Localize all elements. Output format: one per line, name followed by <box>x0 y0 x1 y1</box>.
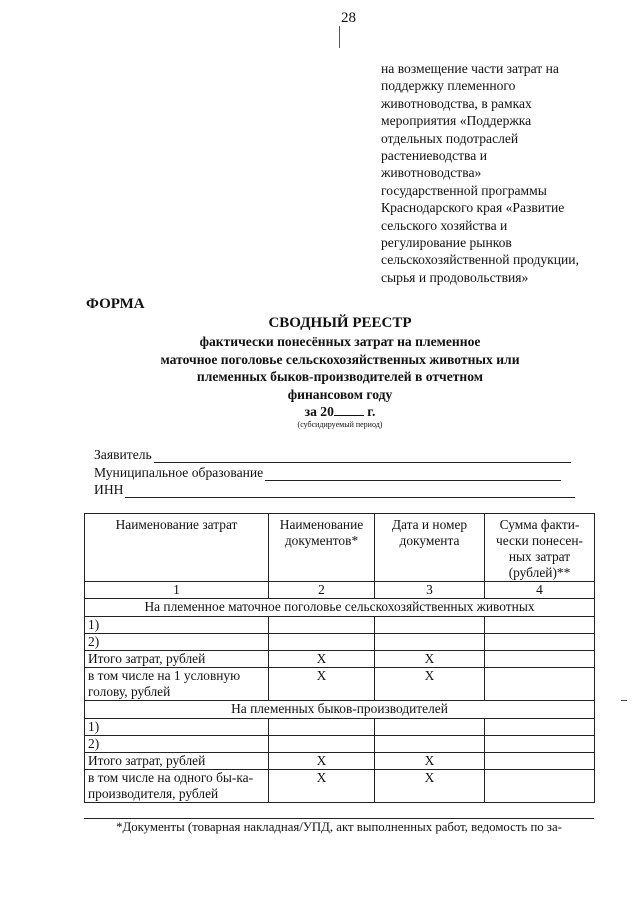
table-cell[interactable] <box>485 719 595 736</box>
table-cell[interactable] <box>269 736 375 753</box>
appendix-line: Краснодарского края «Развитие <box>381 200 565 216</box>
table-cell[interactable] <box>375 736 485 753</box>
period-hint: (субсидируемый период) <box>297 420 383 429</box>
applicant-input-line[interactable] <box>154 449 571 463</box>
row-label: 1) <box>85 617 269 634</box>
x-mark: Х <box>269 651 375 668</box>
applicant-label: Заявитель <box>94 447 152 462</box>
row-label-per-bull: в том числе на одного бы-ка-производителя, рублей <box>85 770 269 803</box>
fold-mark <box>339 26 340 48</box>
table-row <box>85 719 595 736</box>
x-mark: Х <box>375 753 485 770</box>
row-label: 2) <box>85 634 269 651</box>
x-mark: Х <box>269 753 375 770</box>
form-label: ФОРМА <box>86 296 145 312</box>
title-line: племенных быков-производителей в отчетном <box>196 369 484 384</box>
header-documents: Наименование документов* <box>269 514 375 582</box>
table-row <box>85 617 595 634</box>
appendix-line: регулирование рынков <box>381 235 512 251</box>
table-cell[interactable] <box>485 617 595 634</box>
table-cell[interactable] <box>485 736 595 753</box>
table-cell[interactable] <box>375 634 485 651</box>
appendix-line: мероприятия «Поддержка <box>381 113 532 129</box>
period-prefix: за 20 <box>304 404 334 419</box>
municipality-input-line[interactable] <box>265 467 561 481</box>
registry-table <box>84 513 595 803</box>
table-row <box>85 651 595 668</box>
x-mark: Х <box>375 770 485 803</box>
inn-field <box>94 482 575 498</box>
table-cell[interactable] <box>485 634 595 651</box>
table-cell[interactable] <box>269 634 375 651</box>
margin-mark <box>621 700 627 701</box>
table-cell[interactable] <box>269 719 375 736</box>
header-cost-name: Наименование затрат <box>85 514 269 582</box>
row-label: 2) <box>85 736 269 753</box>
column-number: 3 <box>375 582 485 599</box>
footnote: *Документы (товарная накладная/УПД, акт выполненных работ, ведомость по за- <box>84 818 594 835</box>
section-title-bulls: На племенных быков-производителей <box>85 701 595 719</box>
table-cell[interactable] <box>485 770 595 803</box>
appendix-line: растениеводства и <box>381 148 487 164</box>
row-label-per-head: в том числе на 1 условную голову, рублей <box>85 668 269 701</box>
section-row <box>85 701 595 719</box>
inn-label: ИНН <box>94 482 124 497</box>
section-row <box>85 599 595 617</box>
table-header-row <box>85 514 595 582</box>
period-suffix: г. <box>363 404 376 419</box>
appendix-line: государственной программы <box>381 182 547 198</box>
table-cell[interactable] <box>485 753 595 770</box>
x-mark: Х <box>269 668 375 701</box>
table-cell[interactable] <box>375 719 485 736</box>
appendix-line: сельского хозяйства и <box>381 217 508 233</box>
row-label-total: Итого затрат, рублей <box>85 753 269 770</box>
table-row <box>85 770 595 803</box>
column-number: 2 <box>269 582 375 599</box>
municipality-label: Муниципальное образование <box>94 465 264 480</box>
document-title-block <box>100 314 580 430</box>
appendix-reference <box>381 60 621 286</box>
column-number: 4 <box>485 582 595 599</box>
page-number: 28 <box>341 10 356 26</box>
period-line <box>100 403 580 420</box>
column-number-row <box>85 582 595 599</box>
appendix-line: животноводства» <box>381 165 482 181</box>
document-title: СВОДНЫЙ РЕЕСТР <box>268 315 412 331</box>
table-cell[interactable] <box>485 668 595 701</box>
appendix-line: животноводства, в рамках <box>381 95 532 111</box>
table-row <box>85 668 595 701</box>
period-year-blank[interactable] <box>334 403 364 416</box>
row-label-total: Итого затрат, рублей <box>85 651 269 668</box>
appendix-line: отдельных подотраслей <box>381 130 519 146</box>
table-cell[interactable] <box>375 617 485 634</box>
column-number: 1 <box>85 582 269 599</box>
appendix-line: поддержку племенного <box>381 78 516 94</box>
table-cell[interactable] <box>485 651 595 668</box>
appendix-line: сельскохозяйственной продукции, <box>381 252 579 268</box>
x-mark: Х <box>269 770 375 803</box>
appendix-line: сырья и продовольствия» <box>381 269 529 285</box>
table-row <box>85 753 595 770</box>
table-row <box>85 736 595 753</box>
header-date-number: Дата и номер документа <box>375 514 485 582</box>
applicant-field <box>94 447 571 463</box>
title-line: маточное поголовье сельскохозяйственных животных или <box>160 351 520 367</box>
section-title-livestock: На племенное маточное поголовье сельскохозяйственных животных <box>85 599 595 617</box>
appendix-line: на возмещение части затрат на <box>381 61 559 76</box>
inn-input-line[interactable] <box>125 484 575 498</box>
title-line: фактически понесённых затрат на племенное <box>199 334 481 349</box>
municipality-field <box>94 465 561 481</box>
title-line: финансовом году <box>287 386 393 402</box>
row-label: 1) <box>85 719 269 736</box>
table-row <box>85 634 595 651</box>
x-mark: Х <box>375 651 485 668</box>
x-mark: Х <box>375 668 485 701</box>
header-amount: Сумма факти-чески понесен-ных затрат (рублей)** <box>485 514 595 582</box>
table-cell[interactable] <box>269 617 375 634</box>
